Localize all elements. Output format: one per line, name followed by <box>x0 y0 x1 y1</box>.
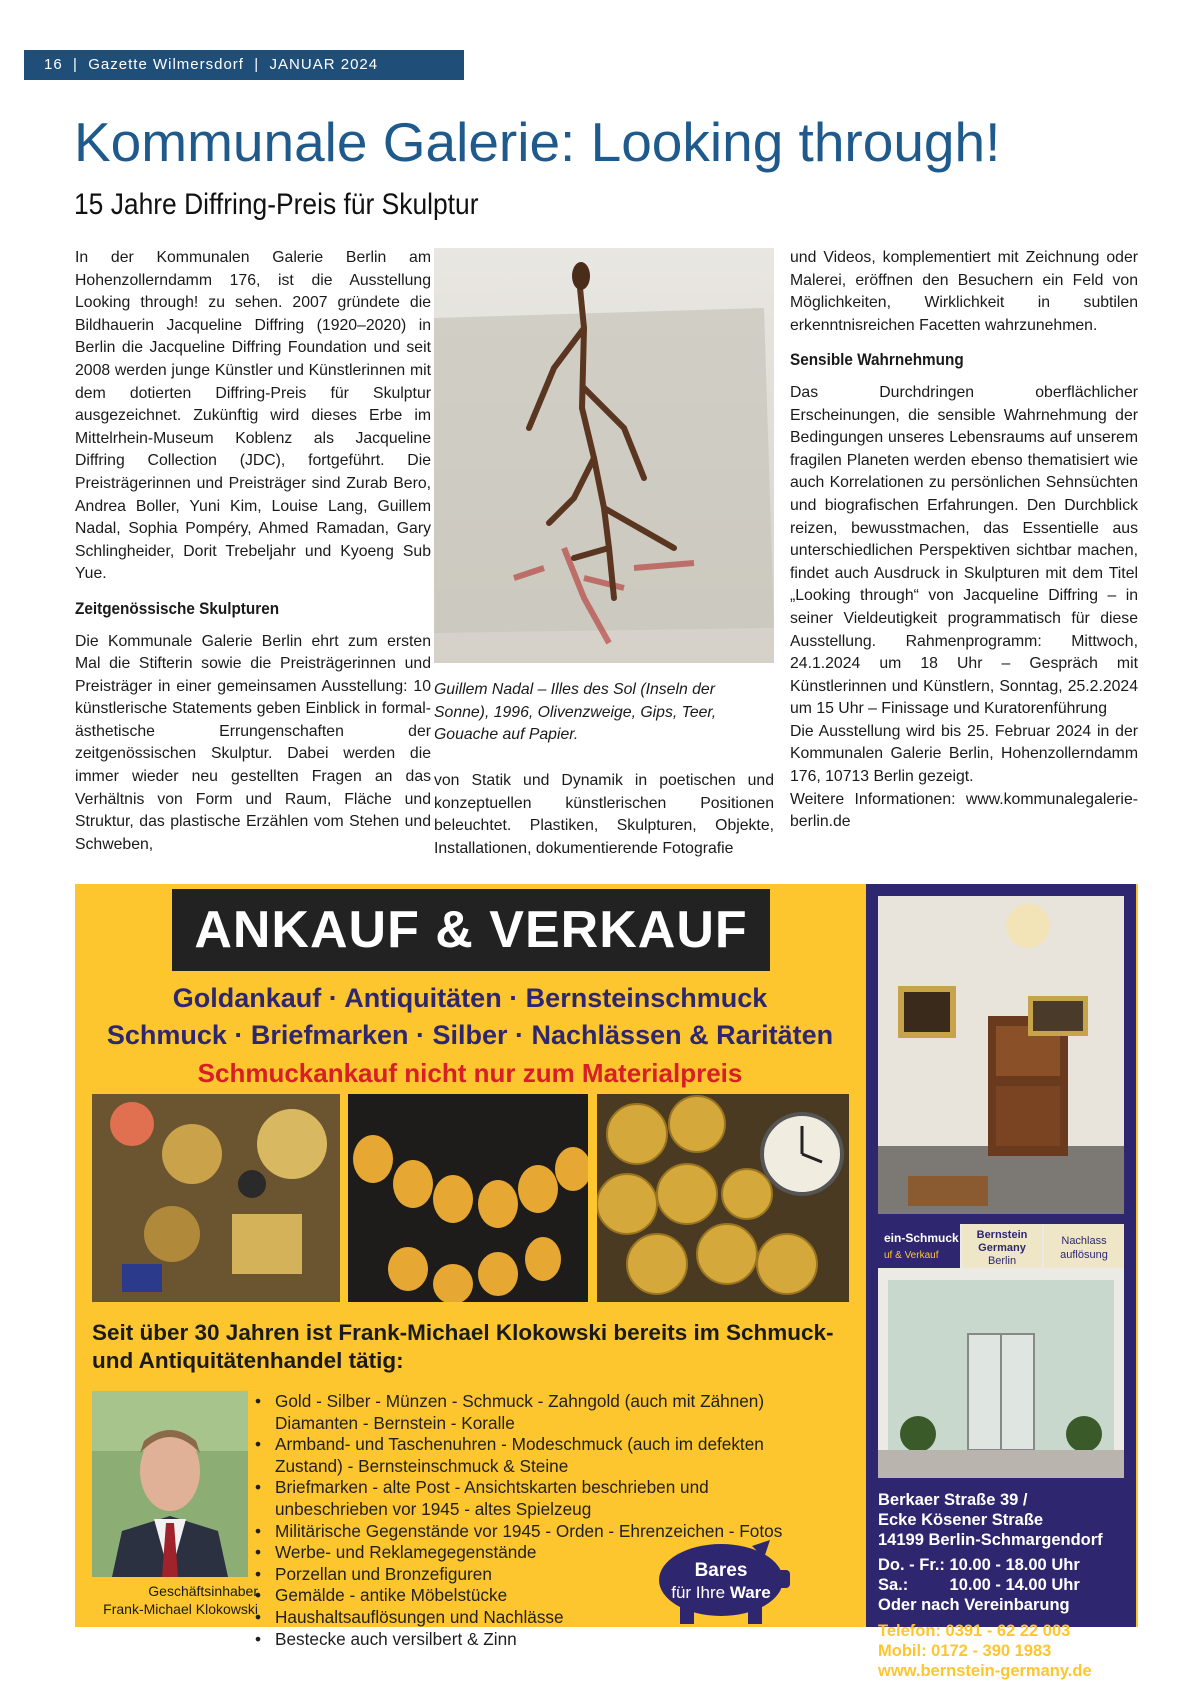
shop-interior-photo <box>878 896 1124 1214</box>
address-line: 14199 Berlin-Schmargendorf <box>878 1531 1103 1549</box>
photo-caption: Guillem Nadal – Illes des Sol (Inseln der Sonne), 1996, Olivenzweige, Gips, Teer, Gouache auf Papier. <box>434 681 717 744</box>
list-item: • Gemälde - antike Möbelstücke <box>253 1585 813 1607</box>
article-column-3 <box>790 247 1138 834</box>
opening-hours <box>878 1555 1128 1615</box>
jewelry-photo <box>92 1094 340 1302</box>
gold-coins-watch-photo <box>597 1094 849 1302</box>
list-item: • Porzellan und Bronzefiguren <box>253 1564 813 1586</box>
article-title: Kommunale Galerie: Looking through! <box>74 111 1001 173</box>
shop-sign-2c: Berlin <box>987 1255 1017 1267</box>
address-line: Berkaer Straße 39 / <box>878 1491 1028 1509</box>
article-paragraph-1: Die Kommunale Galerie Berlin ehrt zum ersten Mal die Stifterin sowie die Preisträgerinnen und Preisträger in einer gemeinsamen Ausstellung: 10 künstlerische Statements geben Einblick in formal-ästhetische Errungenschaften der zeitgenössischen Skulptur. Dabei werden die immer wieder neu gestellten Fragen an das Verhältnis von Form und Raum, Fläche und Struktur, das plastische Erzählen vom Stehen und Schweben, <box>75 632 431 853</box>
ad-services-line-1: Goldankauf · Antiquitäten · Bernsteinschmuck <box>172 983 768 1013</box>
page-header-bar: 16 | Gazette Wilmersdorf | JANUAR 2024 <box>24 50 464 80</box>
issue-date: JANUAR 2024 <box>269 56 379 73</box>
sculpture-photo <box>434 248 774 663</box>
pig-text-1: Bares <box>694 1560 748 1581</box>
address-line: Ecke Kösener Straße <box>878 1511 1044 1529</box>
hours-line: Do. - Fr.: 10.00 - 18.00 Uhr <box>878 1556 1080 1574</box>
amber-necklace-photo <box>348 1094 588 1302</box>
publication-name: Gazette Wilmersdorf <box>88 56 244 73</box>
shop-sign-2b: Germany <box>978 1242 1026 1254</box>
page-number: 16 <box>44 56 63 73</box>
shop-sign-3b: auflösung <box>1060 1249 1108 1261</box>
owner-caption <box>88 1582 258 1618</box>
svg-text:für Ihre Ware <box>671 1583 771 1602</box>
list-item: • Haushaltsauflösungen und Nachlässe <box>253 1607 813 1629</box>
owner-portrait <box>92 1391 248 1577</box>
shop-sign-2a: Bernstein <box>976 1229 1028 1241</box>
shop-sign-3a: Nachlass <box>1061 1235 1107 1247</box>
article-intro: In der Kommunalen Galerie Berlin am Hohenzollerndamm 176, ist die Ausstellung Looking through! zu sehen. 2007 gründete die Bildhauerin Jacqueline Diffring (1920–2020) in Berlin die Jacqueline Diffring Foundation und seit 2008 werden junge Künstler und Künstlerinnen mit dem dotierten Diffring-Preis für Skulptur ausgezeichnet. Zukünftig wird dieses Erbe im Mittelrhein-Museum Koblenz als Jacqueline Diffring Collection (JDC), fortgeführt. Die Preisträgerinnen und Preisträger sind Zurab Bero, Andrea Boller, Yuni Kim, Louise Lang, Guillem Nadal, Sophia Pompéry, Ahmed Ramadan, Gary Schlingheider, Dorit Trebeljahr und Kyoeng Sub Yue. <box>75 249 431 583</box>
ad-services-line-2: Schmuck · Briefmarken · Silber · Nachlässen & Raritäten <box>106 1020 834 1050</box>
mobile-number[interactable]: Mobil: 0172 - 390 1983 <box>878 1642 1052 1660</box>
list-item: • Militärische Gegenstände vor 1945 - Orden - Ehrenzeichen - Fotos <box>253 1521 813 1543</box>
hours-line: Sa.: 10.00 - 14.00 Uhr <box>878 1576 1080 1594</box>
owner-title: Geschäftsinhaber <box>148 1583 258 1599</box>
article-info-link[interactable]: Weitere Informationen: www.kommunalegalerie-berlin.de <box>790 790 1138 831</box>
list-item: • Werbe- und Reklamegegenstände <box>253 1542 813 1564</box>
ad-experience-statement: Seit über 30 Jahren ist Frank-Michael Klokowski bereits im Schmuck- und Antiquitätenhandel tätig: <box>92 1320 834 1373</box>
website-link[interactable]: www.bernstein-germany.de <box>878 1662 1092 1680</box>
shop-address <box>878 1490 1128 1550</box>
shop-front-photo <box>878 1224 1124 1478</box>
piggy-bank-icon <box>652 1540 790 1626</box>
article-paragraph-4: Das Durchdringen oberflächlicher Erscheinungen, die sensible Wahrnehmung der Bedingungen unseres Lebensraums auf unserem fragilen Planeten werden ebenso thematisiert wie auch Korrelationen zu persönlichen Sehnsüchten und biografischen Erfahrungen. Den Durchblick reizen, bewusstmachen, das Essentielle aus unterschiedlichen Perspektiven sichtbar machen, findet auch Ausdruck in Skulpturen mit dem Titel „Looking through“ von Jacqueline Diffring – in seiner Vieldeutigkeit programmatisch für diese Ausstellung. Rahmenprogramm: Mittwoch, 24.1.2024 um 18 Uhr – Gespräch mit Künstlerinnen und Künstlern, Sonntag, 25.2.2024 um 15 Uhr – Finissage und Kuratorenführung <box>790 383 1138 718</box>
list-item: • Briefmarken - alte Post - Ansichtskarten beschrieben und unbeschrieben vor 1945 - altes Spielzeug <box>253 1477 813 1520</box>
article-paragraph-3: und Videos, komplementiert mit Zeichnung oder Malerei, eröffnen den Besuchern ein Feld von Möglichkeiten, Wirklichkeit in subtilen erkenntnisreichen Facetten wahrzunehmen. <box>790 249 1138 334</box>
phone-number[interactable]: Telefon: 0391 - 62 22 003 <box>878 1622 1071 1640</box>
article-column-1 <box>75 247 431 856</box>
section-heading-2: Sensible Wahrnehmung <box>790 350 964 370</box>
shop-sign-1b: uf & Verkauf <box>884 1250 939 1261</box>
article-paragraph-5: Die Ausstellung wird bis 25. Februar 2024 in der Kommunalen Galerie Berlin, Hohenzollerndamm 176, 10713 Berlin gezeigt. <box>790 722 1138 786</box>
section-heading-1: Zeitgenössische Skulpturen <box>75 598 280 618</box>
article-paragraph-2: von Statik und Dynamik in poetischen und konzeptuellen künstlerischen Positionen beleuchtet. Plastiken, Skulpturen, Objekte, Installationen, dokumentierende Fotografie <box>434 772 774 857</box>
ad-headline: ANKAUF & VERKAUF <box>172 889 770 971</box>
shop-sign-1: ein-Schmuck <box>884 1231 959 1245</box>
owner-name: Frank-Michael Klokowski <box>103 1601 258 1617</box>
list-item: • Gold - Silber - Münzen - Schmuck - Zahngold (auch mit Zähnen) Diamanten - Bernstein - Koralle <box>253 1391 813 1434</box>
article-subtitle: 15 Jahre Diffring-Preis für Skulptur <box>74 188 479 221</box>
article-column-2 <box>434 770 774 860</box>
list-item: • Bestecke auch versilbert & Zinn <box>253 1629 813 1651</box>
pig-text-2b: Ware <box>729 1583 771 1602</box>
contact-info <box>878 1621 1128 1681</box>
list-item: • Armband- und Taschenuhren - Modeschmuck (auch im defekten Zustand) - Bernsteinschmuck & Steine <box>253 1434 813 1477</box>
hours-line: Oder nach Vereinbarung <box>878 1596 1070 1614</box>
ad-tagline: Schmuckankauf nicht nur zum Materialpreis <box>197 1058 743 1088</box>
pig-text-2a: für Ihre <box>671 1583 730 1602</box>
